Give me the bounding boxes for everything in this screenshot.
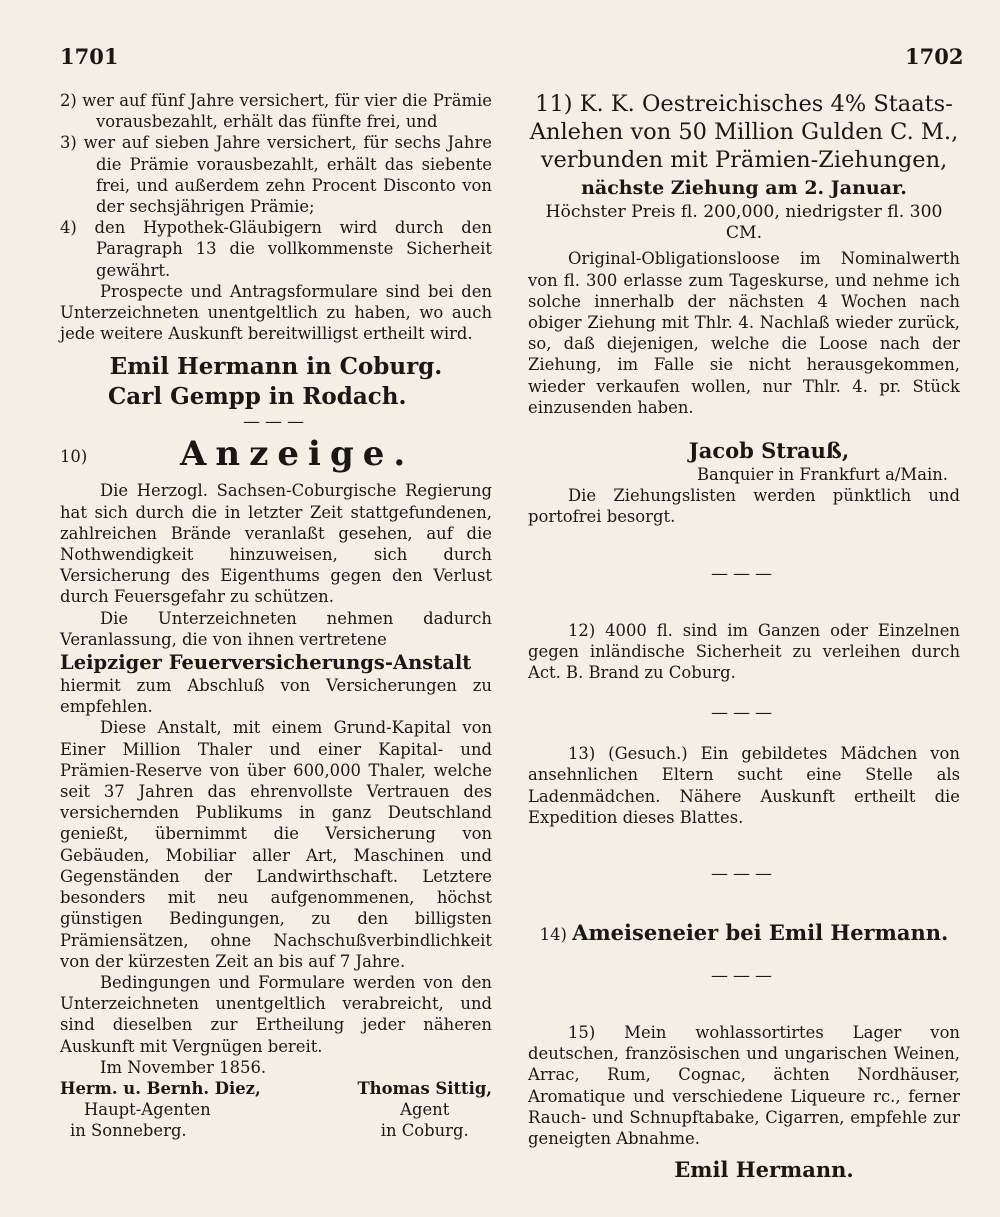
- list-item-3: 3) wer auf sieben Jahre versichert, für sechs Jahre die Prämie vorausbezahlt, erhält das siebente frei, und außerdem zehn Procent Disconto von der sechsjährigen Prämie;: [60, 133, 492, 217]
- item10-paragraph-5: Bedingungen und Formulare werden von den Unterzeichneten unentgeltlich verabreicht, und sind dieselben zur Ertheilung jeder näheren Auskunft mit Vergnügen bereit.: [60, 972, 492, 1056]
- insurance-company-name: Leipziger Feuerversicherungs-Anstalt: [60, 651, 472, 675]
- anzeige-heading: Anzeige.: [180, 434, 415, 475]
- prospecte-paragraph: Prospecte und Antragsformulare sind bei den Unterzeichneten unentgeltlich zu haben, wo auch jede weitere Auskunft bereitwilligst ertheilt wird.: [60, 281, 492, 344]
- signature-sittig: Thomas Sittig,: [357, 1078, 492, 1098]
- page-number-right: 1702: [905, 44, 964, 69]
- signature-sittig-role: Agent: [400, 1100, 450, 1120]
- signature-diez-place: in Sonneberg.: [70, 1121, 187, 1141]
- item13-prefix: 13) (Gesuch.): [568, 744, 688, 764]
- item10-paragraph-2: Die Unterzeichneten nehmen dadurch Veranlassung, die von ihnen vertretene: [60, 608, 492, 649]
- agent-signatures: [60, 1078, 492, 1142]
- signature-diez-role: Haupt-Agenten: [84, 1100, 211, 1120]
- separator: ———: [711, 703, 777, 724]
- separator: ———: [711, 864, 777, 885]
- separator: ———: [243, 412, 309, 433]
- item-number-10: 10): [60, 447, 88, 467]
- item11-title-line-1: 11) K. K. Oestreichisches 4% Staats-: [535, 91, 953, 117]
- item11-title-line-4: nächste Ziehung am 2. Januar.: [581, 177, 907, 199]
- item13: [528, 743, 960, 828]
- item14-prefix: 14): [539, 925, 567, 945]
- separator: ———: [711, 563, 777, 584]
- item11-title-line-3: verbunden mit Prämien-Ziehungen,: [540, 147, 948, 173]
- left-column: [60, 90, 492, 1142]
- item10-paragraph-4: Diese Anstalt, mit einem Grund-Kapital von Einer Million Thaler und einer Kapital- und Prämien-Reserve von über 600,000 Thaler, welche seit 37 Jahren das ehrenvollste Vertrauen des versichernden Publikums in ganz Deutschland genießt, übernimmt die Versicherung von Gebäuden, Mobiliar aller Art, Maschinen und Gegenständen der Landwirthschaft. Letztere besonders mit neu aufgenommenen, höchst günstigen Bedingungen, zu den billigsten Prämiensätzen, ohne Nachschußverbindlichkeit von der kürzesten Zeit an bis auf 7 Jahre.: [60, 718, 492, 971]
- item10-paragraph-3: hiermit zum Abschluß von Versicherungen zu empfehlen.: [60, 676, 492, 717]
- item11-prizes: Höchster Preis fl. 200,000, niedrigster fl. 300 CM.: [545, 202, 943, 244]
- item11-body: Original-Obligationsloose im Nominalwerth von fl. 300 erlasse zum Tageskurse, und nehme ich solche innerhalb der nächsten 4 Wochen nach obiger Ziehung mit Thlr. 4. Nachlaß wieder zurück, so, daß diejenigen, welche die Loose nach der Ziehung, im Falle sie nicht herausgekommen, wieder verkaufen wollen, nur Thlr. 4. pr. Stück einzusenden haben.: [528, 249, 960, 417]
- list-item-4: 4) den Hypothek-Gläubigern wird durch den Paragraph 13 die vollkommenste Sicherheit gewährt.: [60, 218, 492, 280]
- item15: 15) Mein wohlassortirtes Lager von deutschen, französischen und ungarischen Weinen, Arrac, Rum, Cognac, ächten Nordhäuser, Aromatique und verschiedene Liqueure rc., ferner Rauch- und Schnupftabake, Cigarren, empfehle zur geneigten Abnahme.: [528, 1023, 960, 1149]
- item11-signature-title: Banquier in Frankfurt a/Main.: [697, 465, 948, 485]
- item15-signature: Emil Hermann.: [674, 1157, 854, 1183]
- item10-paragraph-1: Die Herzogl. Sachsen-Coburgische Regierung hat sich durch die in letzter Zeit stattgefundenen, zahlreichen Brände veranlaßt gesehen, auf die Nothwendigkeit hinzuweisen, sich durch Versicherung des Eigenthums gegen den Verlust durch Feuersgefahr zu schützen.: [60, 481, 492, 607]
- item11-title-line-2: Anlehen von 50 Million Gulden C. M.,: [529, 119, 959, 145]
- list-item-2: 2) wer auf fünf Jahre versichert, für vier die Prämie vorausbezahlt, erhält das fünfte frei, und: [60, 91, 492, 132]
- date-line: Im November 1856.: [100, 1057, 267, 1077]
- item12: 12) 4000 fl. sind im Ganzen oder Einzelnen gegen inländische Sicherheit zu verleihen durch Act. B. Brand zu Coburg.: [528, 620, 960, 683]
- item11-note: Die Ziehungslisten werden pünktlich und portofrei besorgt.: [528, 486, 960, 527]
- item11-signature-name: Jacob Strauß,: [688, 438, 850, 464]
- page-number-left: 1701: [60, 44, 119, 69]
- signature-emil-hermann: Emil Hermann in Coburg.: [109, 353, 443, 381]
- signature-carl-gempp: Carl Gempp in Rodach.: [108, 383, 407, 411]
- signature-sittig-place: in Coburg.: [380, 1121, 469, 1141]
- item14: [528, 920, 960, 946]
- signature-diez: Herm. u. Bernh. Diez,: [60, 1078, 261, 1098]
- separator: ———: [711, 966, 777, 987]
- item13-body: Ein gebildetes Mädchen von ansehnlichen Eltern sucht eine Stelle als Ladenmädchen. Nähere Auskunft ertheilt die Expedition dieses Blattes.: [528, 744, 960, 827]
- right-column: [528, 90, 960, 1183]
- item14-text: Ameiseneier bei Emil Hermann.: [572, 920, 949, 946]
